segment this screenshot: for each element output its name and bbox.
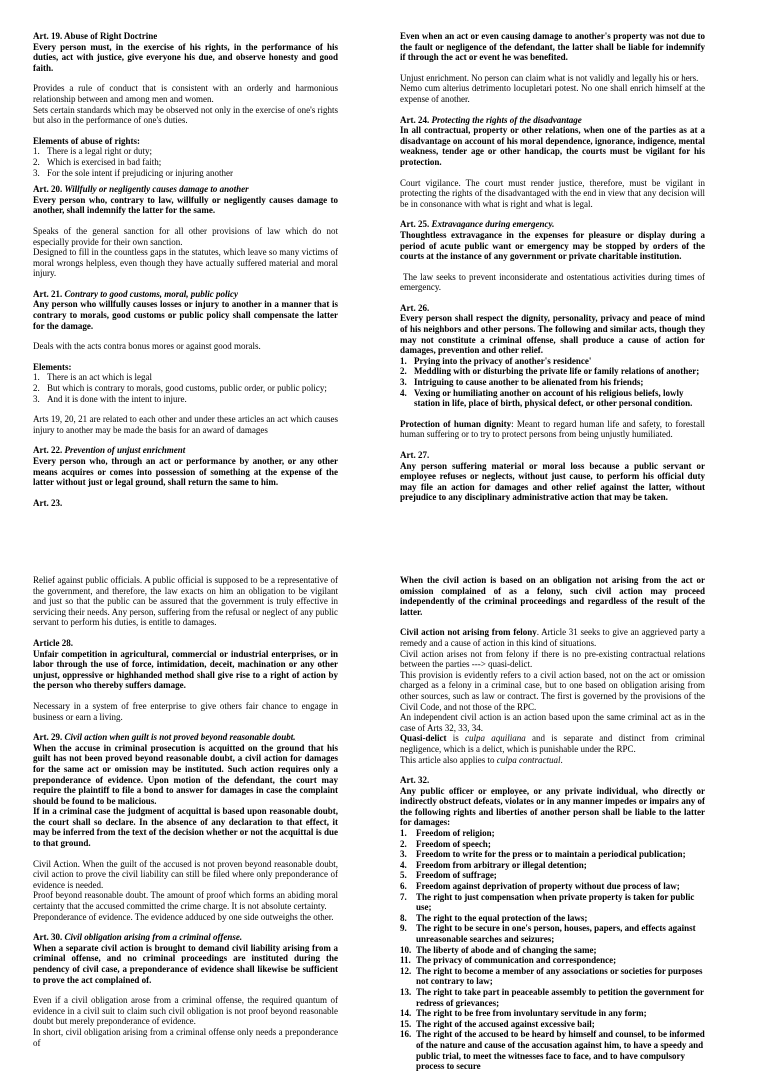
article-27-heading: Art. 27. — [400, 450, 430, 460]
article-29-note: Proof beyond reasonable doubt. The amount of proof which forms an abiding moral certainty that the accused committed the crime charge. It is not absolute certainty. — [33, 890, 338, 912]
list-item: 1. Prying into the privacy of another's residence' — [400, 355, 592, 366]
list-item: 5. Freedom of suffrage; — [400, 870, 497, 881]
article-20-note: Speaks of the general sanction for all other provisions of law which do not especially provide for their own sanction. — [33, 225, 338, 247]
article-29-heading: Art. 29. Civil action when guilt is not proved beyond reasonable doubt. — [33, 732, 296, 743]
article-32-list — [400, 828, 705, 1072]
list-item: 3. Freedom to write for the press or to maintain a periodical publication; — [400, 849, 686, 860]
list-item: 8. The right to the equal protection of the laws; — [400, 912, 588, 923]
article-21-note: Deals with the acts contra bonus mores or against good morals. — [33, 341, 261, 352]
article-22-heading: Art. 22. Prevention of unjust enrichment — [33, 445, 186, 456]
column-bottom-left — [33, 575, 338, 1048]
list-item: 2. But which is contrary to morals, good customs, public order, or public policy; — [33, 383, 327, 394]
article-26-note: Protection of human dignity: Meant to regard human life and safety, to forestall human suffering or to try to protect persons from being unjustly humiliated. — [400, 418, 705, 440]
article-28-text: Unfair competition in agricultural, commercial or industrial enterprises, or in labor through the use of force, intimidation, deceit, machination or any other unjust, oppressive or highhanded method shall give rise to a right of action by the person who thereby suffers damage. — [33, 648, 338, 691]
list-item: 1. There is a legal right or duty; — [33, 146, 152, 157]
article-23-note: Unjust enrichment. No person can claim what is not validly and legally his or hers. — [400, 72, 699, 83]
list-item: 9. The right to be secure in one's person, houses, papers, and effects against unreasonable searches and seizures; — [400, 923, 696, 944]
article-24-text: In all contractual, property or other relations, when one of the parties as at a disadvantage on account of his moral dependence, ignorance, indigence, mental weakness, tender age or other handicap, the courts must be vigilant for his protection. — [400, 125, 705, 167]
list-item: 14. The right to be free from involuntary servitude in any form; — [400, 1008, 647, 1019]
article-30-text: When a separate civil action is brought to demand civil liability arising from a criminal offense, and no criminal proceedings are instituted during the pendency of civil case, a preponderance of evidence shall likewise be sufficient to prove the act complained of. — [33, 942, 338, 985]
list-item: 3. For the sole intent if prejudicing or injuring another — [33, 167, 233, 178]
list-item: 4. Vexing or humiliating another on account of his religious beliefs, lowly station in life, place of birth, physical defect, or other personal condition. — [400, 387, 693, 409]
list-item: 1. Freedom of religion; — [400, 828, 495, 839]
article-31-note: An independent civil action is an action based upon the same criminal act as in the case of Arts 32, 33, 34. — [400, 712, 705, 733]
articles-note: Arts 19, 20, 21 are related to each other and under these articles an act which causes injury to another may be made the basis for an award of damages — [33, 414, 338, 435]
article-31-note: Civil action not arising from felony. Article 31 seeks to give an aggrieved party a remedy and a cause of action in this kind of situations. — [400, 627, 705, 648]
article-19-text: Every person must, in the exercise of his rights, in the performance of his duties, act with justice, give everyone his due, and observe honesty and good faith. — [33, 41, 338, 73]
article-30-note: In short, civil obligation arising from a criminal offense only needs a preponderance of — [33, 1026, 338, 1048]
column-bottom-right — [400, 575, 705, 1072]
list-item: 15. The right of the accused against excessive bail; — [400, 1018, 595, 1029]
article-29-text: If in a criminal case the judgment of acquittal is based upon reasonable doubt, the court shall so declare. In the absence of any declaration to that effect, it may be inferred from the text of the decision whether or not the acquittal is due to that ground. — [33, 806, 338, 849]
article-20-text: Every person who, contrary to law, willfully or negligently causes damage to another, shall indemnify the latter for the same. — [33, 194, 338, 216]
article-22-text: Every person who, through an act or performance by another, or any other means acquires or comes into possession of something at the expense of the latter without just or legal ground, shall return the same to him. — [33, 456, 338, 488]
elements-list — [33, 372, 338, 404]
list-item: 2. Meddling with or disturbing the private life or family relations of another; — [400, 366, 700, 377]
article-32-heading: Art. 32. — [400, 775, 430, 786]
article-24-heading: Art. 24. Protecting the rights of the disadvantage — [400, 114, 582, 125]
list-item: 16. The right of the accused to be heard by himself and counsel, to be informed of the nature and cause of the accusation against him, to have a speedy and public trial, to meet the witnesses face to face, and to have compulsory process to secure — [400, 1029, 705, 1072]
list-item: 13. The right to take part in peaceable assembly to petition the government for redress of grievances; — [400, 986, 704, 1008]
list-item: 12. The right to become a member of any associations or societies for purposes not contrary to law; — [400, 965, 703, 987]
list-item: 2. Which is exercised in bad faith; — [33, 156, 162, 167]
list-item: 10. The liberty of abode and of changing the same; — [400, 944, 597, 955]
relief-note: Relief against public officials. A public official is supposed to be a representative of the government, and therefore, the law exacts on him an obligation to be vigilant and just so that the public can be assured that the government is truly effective in servicing their needs. Any person, suffering from the refusal or neglect of any public servant to perform his duties, is entitle to damages. — [33, 575, 338, 628]
elements-heading: Elements of abuse of rights: — [33, 135, 140, 146]
article-26-list — [400, 356, 705, 409]
article-21-heading: Art. 21. Contrary to good customs, moral, public policy — [33, 288, 239, 299]
column-top-right — [400, 31, 705, 503]
list-item: 2. Freedom of speech; — [400, 838, 491, 849]
elements-heading: Elements: — [33, 361, 72, 372]
column-top-left — [33, 31, 338, 508]
elements-list — [33, 146, 338, 178]
list-item: 1. There is an act which is legal — [33, 372, 152, 383]
article-26-text: Every person shall respect the dignity, personality, privacy and peace of mind of his neighbors and other persons. The following and similar acts, though they may not constitute a criminal offense, shall produce a cause of action for damages, prevention and other relief. — [400, 313, 705, 356]
article-29-note: Civil Action. When the guilt of the accused is not proven beyond reasonable doubt, civil action to prove the civil liability can still be filed where only preponderance of evidence is needed. — [33, 858, 338, 890]
list-item: 4. Freedom from arbitrary or illegal detention; — [400, 859, 587, 870]
article-23-text: Even when an act or even causing damage to another's property was not due to the fault or negligence of the defendant, the latter shall be liable for indemnify if through the act or event he was benefited. — [400, 31, 705, 63]
article-24-note: Court vigilance. The court must render justice, therefore, must be vigilant in protecting the rights of the disadvantaged with the end in view that any decision will be in consonance with what is right and what is legal. — [400, 177, 705, 209]
article-21-text: Any person who willfully causes losses or injury to another in a manner that is contrary to morals, good customs or public policy shall compensate the latter for the damage. — [33, 299, 338, 331]
applies-note: This article also applies to culpa contractual. — [400, 754, 563, 765]
article-31-text: When the civil action is based on an obligation not arising from the act or omission complained of as a felony, such civil action may proceed independently of the criminal proceedings and regardless of the result of the latter. — [400, 575, 705, 617]
article-30-heading: Art. 30. Civil obligation arising from a criminal offense. — [33, 932, 243, 943]
article-19-note: Sets certain standards which may be observed not only in the exercise of one's rights but also in the performance of one's duties. — [33, 104, 338, 126]
article-27-text: Any person suffering material or moral loss because a public servant or employee refuses or neglects, without just cause, to perform his official duty may file an action for damages and other relief against the latter, without prejudice to any disciplinary administrative action that may be taken. — [400, 460, 705, 503]
article-25-note: The law seeks to prevent inconsiderate and ostentatious activities during times of emergency. — [400, 271, 705, 293]
article-23-note: Nemo cum alterius detrimento locupletari potest. No one shall enrich himself at the expense of another. — [400, 83, 705, 104]
article-31-note: This provision is evidently refers to a civil action based, not on the act or omission charged as a felony in a criminal case, but to one based on obligation arising from other sources, such as law or contract. The first is governed by the provisions of the Civil Code, and not those of the RPC. — [400, 669, 705, 712]
article-30-note: Even if a civil obligation arose from a criminal offense, the required quantum of evidence in a civil suit to claim such civil obligation is not proof beyond reasonable doubt but merely preponderance of evidence. — [33, 995, 338, 1027]
list-item: 3. And it is done with the intent to injure. — [33, 393, 187, 404]
article-26-heading: Art. 26. — [400, 302, 430, 313]
article-31-note: Civil action arises not from felony if there is no pre-existing contractual relations between the parties ---> quasi-delict. — [400, 648, 705, 670]
article-29-text: When the accuse in criminal prosecution is acquitted on the ground that his guilt has not been proved beyond reasonable doubt, a civil action for damages for the same act or omission may be instituted. Such action requires only a preponderance of evidence. Upon motion of the defendant, the court may require the plaintiff to file a bond to answer for damages in case the complaint should be found to be malicious. — [33, 742, 338, 806]
list-item: 7. The right to just compensation when private property is taken for public use; — [400, 891, 695, 913]
list-item: 6. Freedom against deprivation of property without due process of law; — [400, 881, 680, 892]
article-25-text: Thoughtless extravagance in the expenses for pleasure or display during a period of acute public want or emergency may be stopped by orders of the courts at the instance of any government or private charitable institution. — [400, 229, 705, 262]
list-item: 3. Intriguing to cause another to be alienated from his friends; — [400, 377, 644, 388]
article-29-note: Preponderance of evidence. The evidence adduced by one side outweighs the other. — [33, 911, 334, 922]
article-20-heading: Art. 20. Willfully or negligently causes damage to another — [33, 184, 249, 195]
article-32-text: Any public officer or employee, or any private individual, who directly or indirectly obstruct defeats, violates or in any manner impedes or impairs any of the following rights and liberties of another person shall be liable to the latter for damages: — [400, 785, 705, 828]
article-20-note: Designed to fill in the countless gaps in the statutes, which leave so many victims of moral wrongs helpless, even though they have actually suffered material and moral injury. — [33, 247, 338, 279]
article-23-heading: Art. 23. — [33, 497, 63, 508]
quasi-delict-note: Quasi-delict is culpa aquiliana and is separate and distinct from criminal negligence, which is a delict, which is punishable under the RPC. — [400, 733, 705, 754]
article-19-note: Provides a rule of conduct that is consistent with an orderly and harmonious relationship between and among men and women. — [33, 83, 338, 104]
article-25-heading: Art. 25. Extravagance during emergency. — [400, 219, 555, 230]
list-item: 11. The privacy of communication and correspondence; — [400, 955, 617, 966]
article-28-note: Necessary in a system of free enterprise to give others fair chance to engage in business or earn a living. — [33, 700, 338, 722]
article-19-heading: Art. 19. Abuse of Right Doctrine — [33, 31, 158, 41]
article-28-heading: Article 28. — [33, 637, 73, 648]
